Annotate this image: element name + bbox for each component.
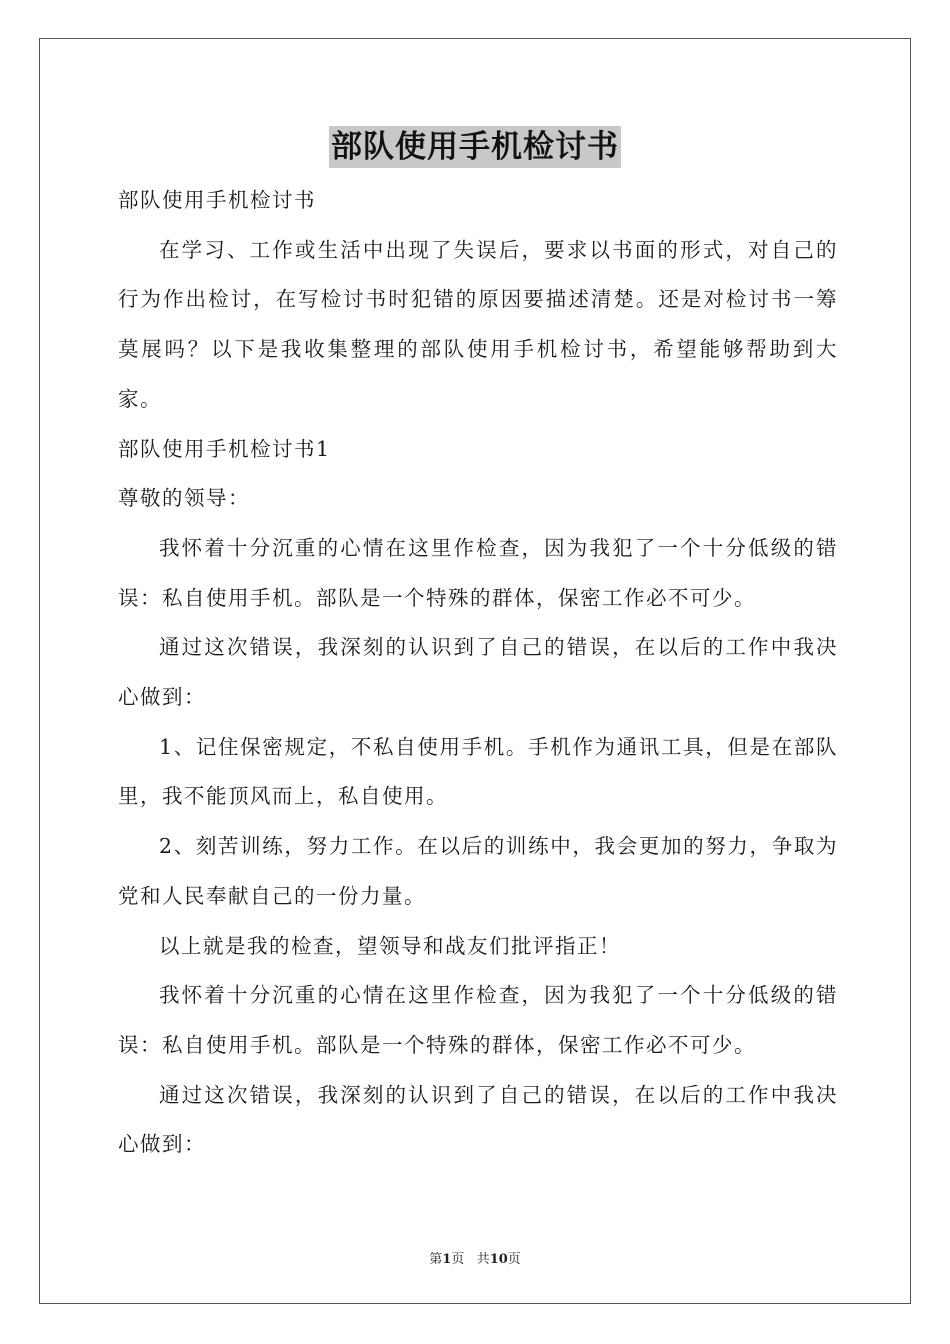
- paragraph: 部队使用手机检讨书: [118, 188, 316, 212]
- section-heading: 部队使用手机检讨书1: [118, 436, 331, 461]
- total-suffix: 页: [507, 1252, 521, 1267]
- page-total: 10: [489, 1252, 508, 1267]
- paragraph: 我怀着十分沉重的心情在这里作检查，因为我犯了一个十分低级的错误：私自使用手机。部队是一个特殊的群体，保密工作必不可少。: [118, 983, 838, 1057]
- paragraph: 以上就是我的检查，望领导和战友们批评指正！: [159, 933, 621, 958]
- total-prefix: 共: [476, 1252, 490, 1267]
- page-suffix: 页: [451, 1252, 465, 1267]
- paragraph: 2、刻苦训练，努力工作。在以后的训练中，我会更加的努力，争取为党和人民奉献自己的一份力量。: [118, 834, 838, 908]
- document-body: [118, 176, 838, 1170]
- paragraph: 1、记住保密规定，不私自使用手机。手机作为通讯工具，但是在部队里，我不能顶风而上，私自使用。: [118, 734, 838, 809]
- paragraph: 通过这次错误，我深刻的认识到了自己的错误，在以后的工作中我决心做到：: [118, 635, 838, 710]
- page-footer: [0, 1248, 950, 1267]
- page-current: 1: [442, 1252, 452, 1267]
- document-title: 部队使用手机检讨书: [329, 126, 621, 168]
- page-prefix: 第: [429, 1252, 443, 1267]
- title-container: [0, 126, 950, 168]
- paragraph: 我怀着十分沉重的心情在这里作检查，因为我犯了一个十分低级的错误：私自使用手机。部队是一个特殊的群体，保密工作必不可少。: [118, 535, 838, 610]
- paragraph: 在学习、工作或生活中出现了失误后，要求以书面的形式，对自己的行为作出检讨，在写检讨书时犯错的原因要描述清楚。还是对检讨书一筹莫展吗？以下是我收集整理的部队使用手机检讨书，希望能够帮助到大家。: [118, 237, 838, 411]
- salutation: 尊敬的领导：: [118, 486, 250, 511]
- paragraph: 通过这次错误，我深刻的认识到了自己的错误，在以后的工作中我决心做到：: [118, 1082, 838, 1157]
